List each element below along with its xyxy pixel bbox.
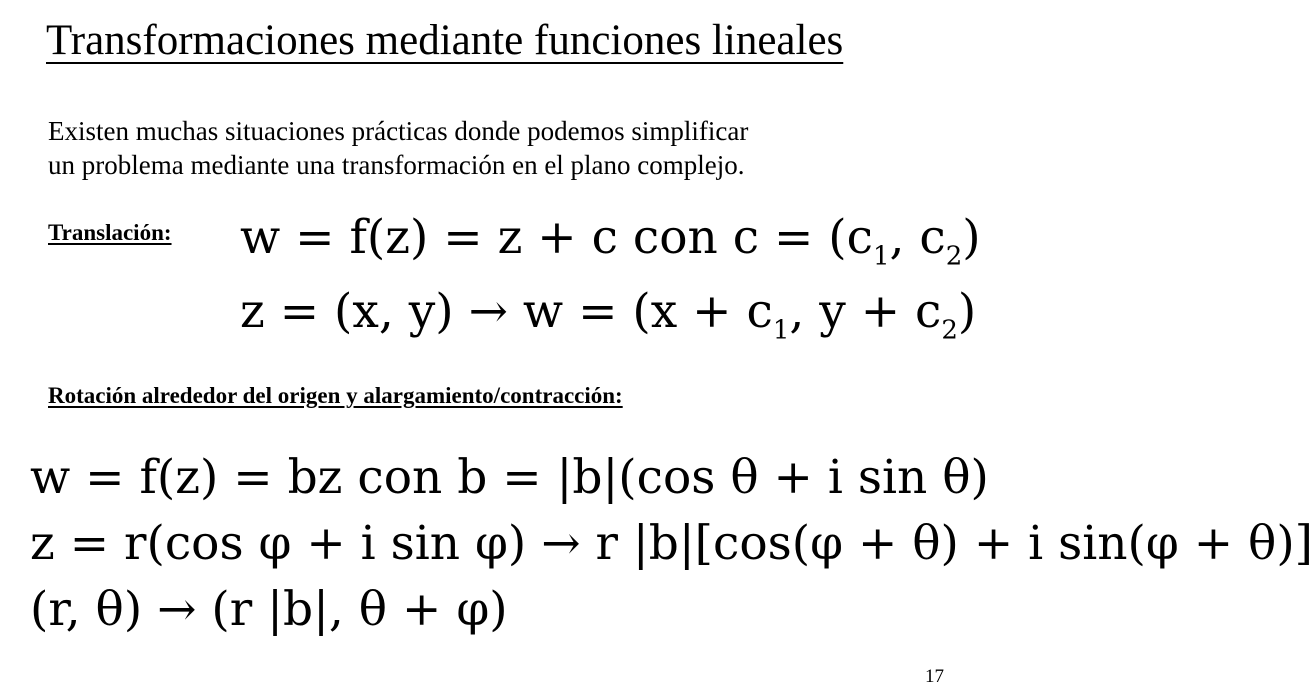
intro-line-1: Existen muchas situaciones prácticas donde podemos simplificar	[48, 116, 749, 146]
eq-text: )	[957, 284, 977, 339]
eq-text: )	[962, 210, 981, 265]
rotation-equation-2: z = r(cos φ + i sin φ) → r |b|[cos(φ + θ) + i sin(φ + θ)]	[30, 516, 1313, 571]
page-number: 17	[925, 666, 944, 687]
eq-text: , c	[889, 210, 946, 265]
translation-equation-1	[240, 210, 981, 272]
page-title: Transformaciones mediante funciones lineales	[46, 17, 844, 64]
eq-text: , y + c	[789, 284, 942, 339]
eq-text: z = (x, y) → w = (x + c	[240, 284, 773, 339]
rotation-heading: Rotación alrededor del origen y alargamiento/contracción:	[48, 383, 623, 408]
eq-subscript: 2	[945, 241, 963, 272]
translation-equation-2	[240, 284, 976, 346]
intro-line-2: un problema mediante una transformación en el plano complejo.	[48, 150, 745, 180]
eq-subscript: 1	[872, 241, 890, 272]
rotation-equation-3: (r, θ) → (r |b|, θ + φ)	[30, 582, 508, 637]
translation-heading: Translación:	[48, 220, 172, 245]
rotation-equation-1: w = f(z) = bz con b = |b|(cos θ + i sin θ)	[30, 450, 989, 505]
eq-subscript: 1	[772, 315, 790, 346]
eq-text: w = f(z) = z + c con c = (c	[240, 210, 873, 265]
eq-subscript: 2	[941, 315, 958, 346]
